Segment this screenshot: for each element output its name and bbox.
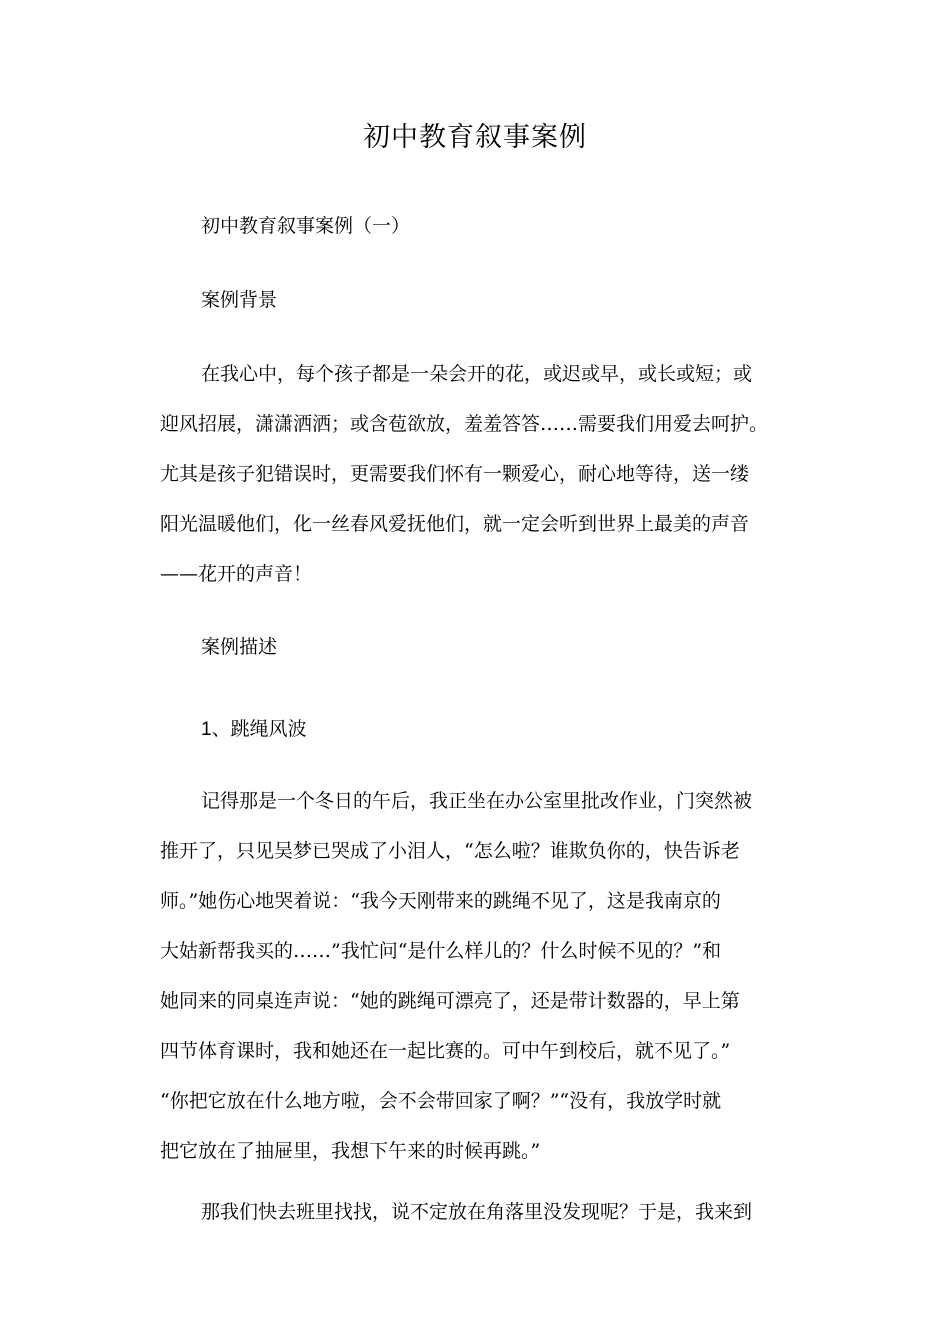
paragraph-line: 迎风招展，潇潇洒洒；或含苞欲放，羞羞答答……需要我们用爱去呵护。 xyxy=(160,413,769,435)
section-heading-description: 案例描述 xyxy=(201,636,278,658)
next-paragraph xyxy=(160,1187,800,1237)
paragraph-line: “你把它放在什么地方啦，会不会带回家了啊？”“没有，我放学时就 xyxy=(160,1090,722,1112)
paragraph-line: 师。”她伤心地哭着说：“我今天刚带来的跳绳不见了，这是我南京的 xyxy=(160,890,721,912)
paragraph-line: 大姑新帮我买的……”我忙问“是什么样儿的？什么时候不见的？”和 xyxy=(160,940,722,962)
paragraph-line: 四节体育课时，我和她还在一起比赛的。可中午到校后，就不见了。” xyxy=(160,1040,731,1062)
paragraph-line: 她同来的同桌连声说：“她的跳绳可漂亮了，还是带计数器的，早上第 xyxy=(160,990,740,1012)
story-paragraph xyxy=(160,776,800,1176)
paragraph-line: 把它放在了抽屉里，我想下午来的时候再跳。” xyxy=(160,1140,541,1162)
document-subtitle: 初中教育叙事案例（一） xyxy=(201,215,411,237)
document-title: 初中教育叙事案例 xyxy=(363,122,587,153)
paragraph-line: 推开了，只见吴梦已哭成了小泪人，“怎么啦？谁欺负你的，快告诉老 xyxy=(160,840,740,862)
sub-heading: 1、跳绳风波 xyxy=(201,719,307,740)
section-heading-background: 案例背景 xyxy=(201,289,278,311)
background-paragraph xyxy=(160,349,800,599)
paragraph-line: 尤其是孩子犯错误时，更需要我们怀有一颗爱心，耐心地等待，送一缕 xyxy=(160,463,750,485)
paragraph-line: 在我心中，每个孩子都是一朵会开的花，或迟或早，或长或短；或 xyxy=(201,363,753,385)
paragraph-line: 记得那是一个冬日的午后，我正坐在办公室里批改作业，门突然被 xyxy=(201,790,753,812)
paragraph-line: 那我们快去班里找找，说不定放在角落里没发现呢？于是，我来到 xyxy=(201,1201,753,1223)
paragraph-line: ——花开的声音！ xyxy=(160,563,313,585)
paragraph-line: 阳光温暖他们，化一丝春风爱抚他们，就一定会听到世界上最美的声音 xyxy=(160,513,750,535)
